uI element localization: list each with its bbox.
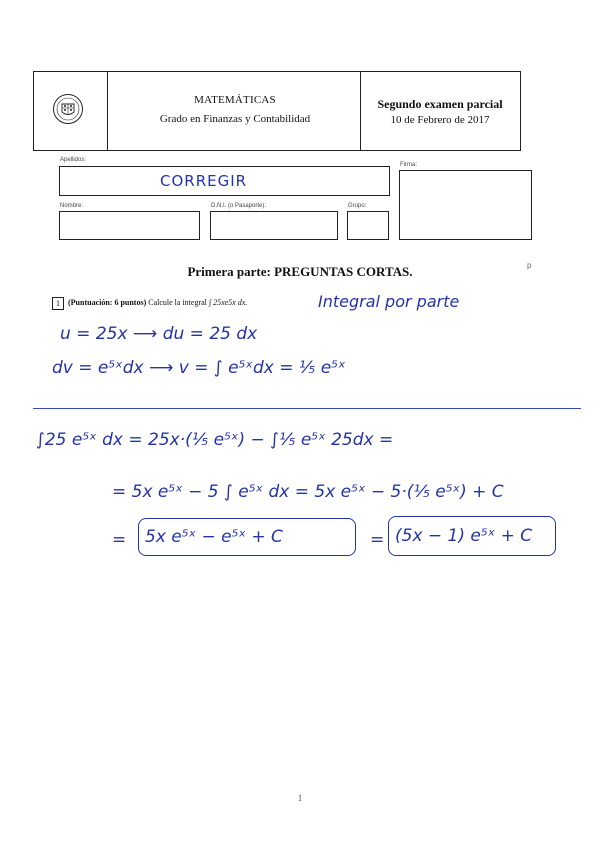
id-label: D.N.I. (o Pasaporte): (211, 203, 267, 209)
question-text (68, 298, 247, 307)
corner-mark: p (527, 261, 532, 270)
question-points: (Puntuación: 6 puntos) (68, 298, 147, 307)
method-note: Integral por parte (318, 292, 460, 311)
signature-label: Firma: (400, 162, 417, 168)
solution-line-4: = 5x e⁵ˣ − 5 ∫ e⁵ˣ dx = 5x e⁵ˣ − 5·(¹⁄₅ e⁵ˣ) + C (112, 482, 504, 502)
exam-date: 10 de Febrero de 2017 (390, 114, 490, 126)
solution-line-5-mid: = (370, 530, 385, 550)
group-field[interactable] (347, 211, 389, 240)
question-expression: ∫ 25xe5x dx. (208, 298, 248, 307)
name-label: Nombre: (60, 203, 84, 209)
exam-title: Segundo examen parcial (377, 97, 503, 111)
id-field[interactable] (210, 211, 338, 240)
solution-line-1: u = 25x ⟶ du = 25 dx (60, 324, 258, 344)
separator-rule (33, 408, 581, 409)
surname-value: CORREGIR (160, 172, 248, 190)
question-prompt: Calcule la integral (148, 298, 207, 307)
header-divider (107, 72, 108, 150)
question-number: 1 (52, 297, 64, 310)
signature-field[interactable] (399, 170, 532, 240)
page-number: 1 (297, 793, 303, 803)
subject-title: MATEMÁTICAS (194, 94, 276, 106)
surname-label: Apellidos: (60, 157, 87, 163)
boxed-result-2: (5x − 1) e⁵ˣ + C (388, 516, 556, 556)
degree-name: Grado en Finanzas y Contabilidad (159, 113, 311, 125)
solution-line-2: dv = e⁵ˣdx ⟶ v = ∫ e⁵ˣdx = ¹⁄₅ e⁵ˣ (52, 358, 346, 378)
name-field[interactable] (59, 211, 200, 240)
boxed-result-1: 5x e⁵ˣ − e⁵ˣ + C (138, 518, 356, 556)
university-seal-icon (52, 93, 84, 125)
solution-line-3: ∫25 e⁵ˣ dx = 25x·(¹⁄₅ e⁵ˣ) − ∫¹⁄₅ e⁵ˣ 25dx = (36, 430, 394, 450)
section-title: Primera parte: PREGUNTAS CORTAS. (187, 264, 413, 279)
solution-line-5-prefix: = (112, 530, 127, 550)
group-label: Grupo: (348, 203, 367, 209)
